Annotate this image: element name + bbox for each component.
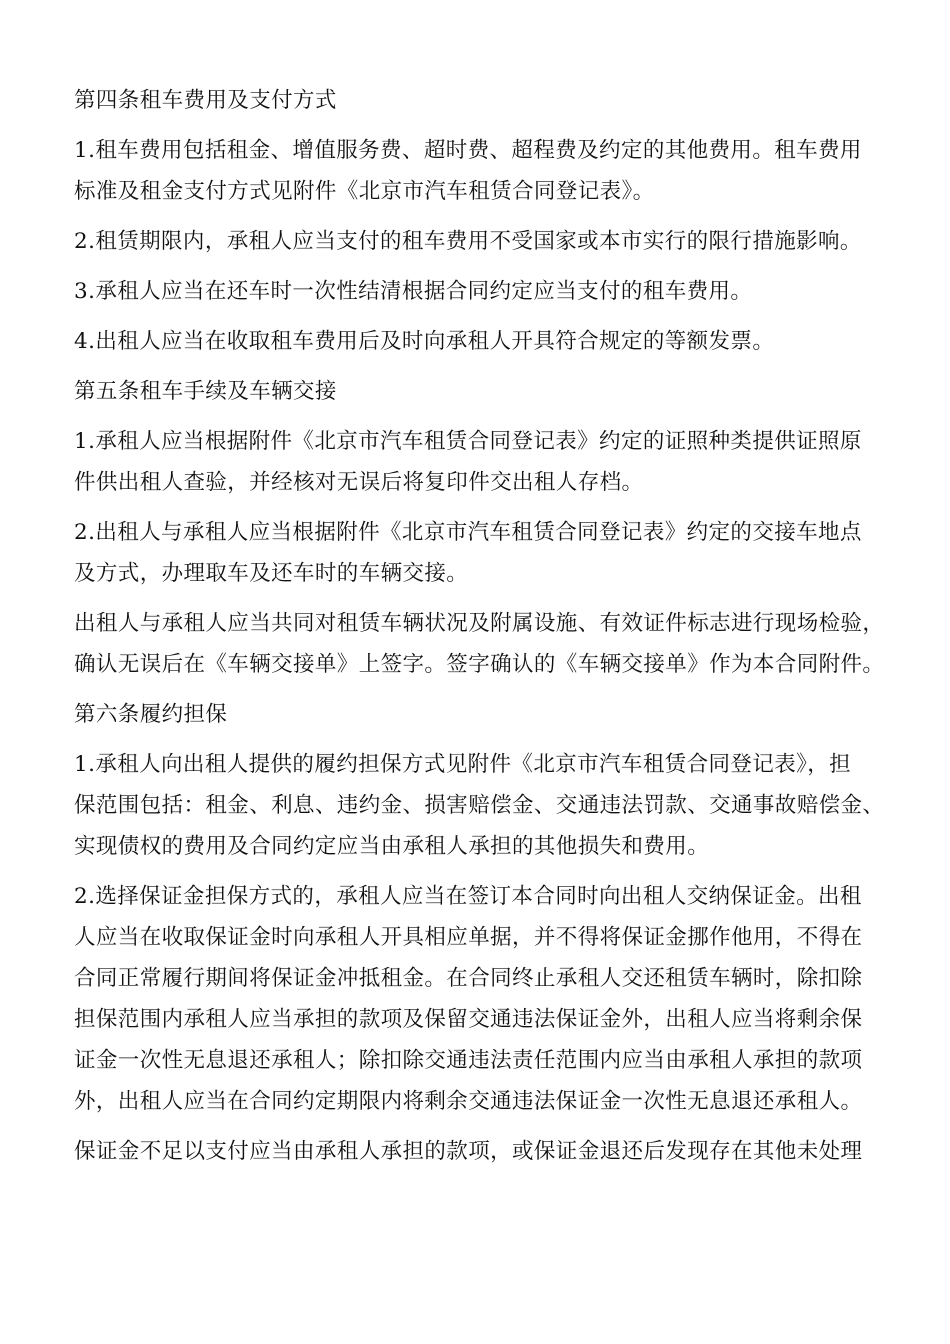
text-line: 2.出租人与承租人应当根据附件《北京市汽车租赁合同登记表》约定的交接车地点 bbox=[74, 520, 862, 545]
text-line: 1.承租人向出租人提供的履约担保方式见附件《北京市汽车租赁合同登记表》，担 bbox=[74, 752, 852, 777]
text-line: 1.承租人应当根据附件《北京市汽车租赁合同登记表》约定的证照种类提供证照原 bbox=[74, 429, 862, 454]
clause-paragraph bbox=[74, 1131, 890, 1172]
text-line: 件供出租人查验，并经核对无误后将复印件交出租人存档。 bbox=[74, 470, 644, 495]
text-line: 确认无误后在《车辆交接单》上签字。签字确认的《车辆交接单》作为本合同附件。 bbox=[74, 652, 885, 677]
clause-paragraph bbox=[74, 421, 890, 503]
text-line: 第四条租车费用及支付方式 bbox=[74, 88, 337, 113]
text-line: 第五条租车手续及车辆交接 bbox=[74, 379, 337, 404]
text-line: 1.租车费用包括租金、增值服务费、超时费、超程费及约定的其他费用。租车费用 bbox=[74, 138, 862, 163]
section-heading bbox=[74, 694, 890, 735]
section-heading bbox=[74, 80, 890, 121]
text-line: 4.出租人应当在收取租车费用后及时向承租人开具符合规定的等额发票。 bbox=[74, 329, 775, 354]
text-line: 实现债权的费用及合同约定应当由承租人承担的其他损失和费用。 bbox=[74, 834, 710, 859]
text-line: 标准及租金支付方式见附件《北京市汽车租赁合同登记表》。 bbox=[74, 179, 655, 204]
text-line: 保范围包括：租金、利息、违约金、损害赔偿金、交通违法罚款、交通事故赔偿金、 bbox=[74, 793, 885, 818]
text-line: 3.承租人应当在还车时一次性结清根据合同约定应当支付的租车费用。 bbox=[74, 279, 753, 304]
clause-paragraph bbox=[74, 876, 890, 1122]
text-line: 保证金不足以支付应当由承租人承担的款项，或保证金退还后发现存在其他未处理 bbox=[74, 1139, 863, 1164]
text-line: 外，出租人应当在合同约定期限内将剩余交通违法保证金一次性无息退还承租人。 bbox=[74, 1089, 863, 1114]
clause-paragraph bbox=[74, 130, 890, 212]
document-body bbox=[74, 80, 890, 1172]
text-line: 合同正常履行期间将保证金冲抵租金。在合同终止承租人交还租赁车辆时，除扣除 bbox=[74, 966, 863, 991]
text-line: 出租人与承租人应当共同对租赁车辆状况及附属设施、有效证件标志进行现场检验， bbox=[74, 611, 885, 636]
clause-paragraph bbox=[74, 603, 890, 685]
text-line: 证金一次性无息退还承租人；除扣除交通违法责任范围内应当由承租人承担的款项 bbox=[74, 1048, 863, 1073]
clause-paragraph bbox=[74, 221, 890, 262]
text-line: 担保范围内承租人应当承担的款项及保留交通违法保证金外，出租人应当将剩余保 bbox=[74, 1007, 863, 1032]
clause-paragraph bbox=[74, 321, 890, 362]
clause-paragraph bbox=[74, 744, 890, 867]
section-heading bbox=[74, 371, 890, 412]
text-line: 人应当在收取保证金时向承租人开具相应单据，并不得将保证金挪作他用，不得在 bbox=[74, 925, 863, 950]
clause-paragraph bbox=[74, 271, 890, 312]
text-line: 2.租赁期限内，承租人应当支付的租车费用不受国家或本市实行的限行措施影响。 bbox=[74, 229, 862, 254]
clause-paragraph bbox=[74, 512, 890, 594]
text-line: 及方式，办理取车及还车时的车辆交接。 bbox=[74, 561, 469, 586]
text-line: 第六条履约担保 bbox=[74, 702, 228, 727]
text-line: 2.选择保证金担保方式的，承租人应当在签订本合同时向出租人交纳保证金。出租 bbox=[74, 884, 862, 909]
